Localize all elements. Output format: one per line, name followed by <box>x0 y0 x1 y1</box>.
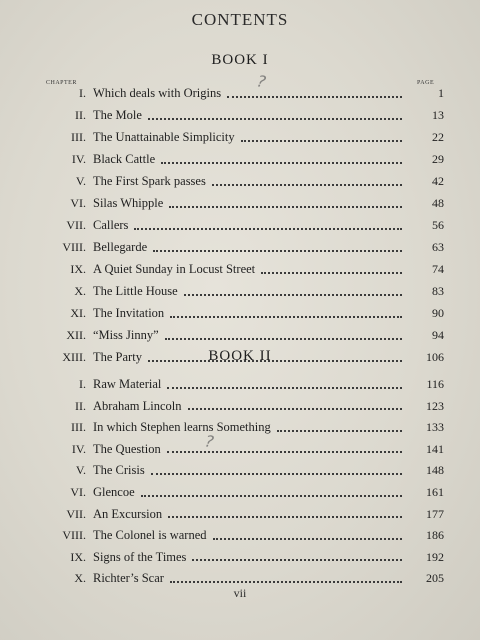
chapter-title: The Question <box>93 441 161 456</box>
toc-entry <box>0 507 480 529</box>
chapter-title: In which Stephen learns Something <box>93 420 271 435</box>
toc-entry <box>0 377 480 399</box>
chapter-number: X. <box>74 284 86 298</box>
toc-entry <box>0 262 480 284</box>
chapter-number: V. <box>75 463 86 478</box>
dot-leader <box>167 387 402 389</box>
toc-entry <box>0 442 480 464</box>
dot-leader <box>261 272 402 274</box>
chapter-title: An Excursion <box>93 506 163 521</box>
chapter-number: VI. <box>70 484 86 499</box>
chapter-number: I. <box>79 377 86 391</box>
chapter-title: Glencoe <box>93 484 135 499</box>
chapter-title: Black Cattle <box>93 152 156 166</box>
chapter-number: VII. <box>66 506 86 521</box>
page-number: 29 <box>432 152 444 166</box>
dot-leader <box>151 473 402 475</box>
chapter-number: IX. <box>70 549 86 564</box>
page-column-header: PAGE <box>417 80 435 86</box>
toc-entry <box>0 306 480 328</box>
toc-entry <box>0 284 480 306</box>
dot-leader <box>277 430 402 432</box>
chapter-title: Abraham Lincoln <box>93 398 182 413</box>
toc-entry <box>0 86 480 108</box>
page-number: 42 <box>432 174 444 188</box>
toc-entry <box>0 399 480 421</box>
dot-leader <box>167 451 402 453</box>
chapter-title: The Colonel is warned <box>93 528 207 543</box>
page-number: 177 <box>426 506 444 521</box>
toc-entry <box>0 152 480 174</box>
chapter-title: Which deals with Origins <box>93 86 222 100</box>
page-number: 116 <box>426 377 444 391</box>
dot-leader <box>170 581 402 583</box>
chapter-title: “Miss Jinny” <box>93 328 159 342</box>
chapter-number: XI. <box>70 306 86 320</box>
book-1-heading: BOOK I <box>211 52 269 68</box>
pencil-question-mark: ? <box>255 71 268 92</box>
page-number: 192 <box>426 549 444 564</box>
chapter-number: IX. <box>70 262 86 276</box>
page-number: 133 <box>426 420 444 435</box>
page-number: 1 <box>438 86 444 100</box>
page-number: 48 <box>432 196 444 210</box>
dot-leader <box>241 140 402 142</box>
toc-entry <box>0 463 480 485</box>
chapter-title: Richter’s Scar <box>93 571 164 586</box>
toc-entry <box>0 108 480 130</box>
dot-leader <box>188 408 402 410</box>
page-number: 205 <box>426 571 444 586</box>
toc-entry <box>0 550 480 572</box>
page-number: 161 <box>426 484 444 499</box>
chapter-number: VIII. <box>62 528 86 543</box>
chapter-number: IV. <box>71 152 86 166</box>
toc-entry <box>0 328 480 350</box>
chapter-number: V. <box>75 174 86 188</box>
chapter-number: I. <box>79 86 86 100</box>
chapter-number: IV. <box>71 441 86 456</box>
book-1-chapter-list <box>0 86 480 372</box>
toc-entry <box>0 528 480 550</box>
chapter-title: Silas Whipple <box>93 196 164 210</box>
page-number: 141 <box>426 441 444 456</box>
chapter-title: The Invitation <box>93 306 165 320</box>
chapter-title: The Mole <box>93 108 142 122</box>
page-number: 186 <box>426 528 444 543</box>
dot-leader <box>141 495 402 497</box>
dot-leader <box>192 559 402 561</box>
chapter-number: VIII. <box>62 240 86 254</box>
toc-entry <box>0 196 480 218</box>
page-number: 22 <box>432 130 444 144</box>
chapter-title: Signs of the Times <box>93 549 187 564</box>
chapter-title: Raw Material <box>93 377 162 391</box>
chapter-number: VII. <box>66 218 86 232</box>
chapter-title: The First Spark passes <box>93 174 206 188</box>
chapter-title: The Unattainable Simplicity <box>93 130 235 144</box>
chapter-title: The Little House <box>93 284 178 298</box>
chapter-title: The Crisis <box>93 463 145 478</box>
toc-entry <box>0 420 480 442</box>
chapter-column-header: CHAPTER <box>46 80 77 86</box>
dot-leader <box>148 118 402 120</box>
toc-entry <box>0 130 480 152</box>
chapter-title: Bellegarde <box>93 240 148 254</box>
page-number: 94 <box>432 328 444 342</box>
dot-leader <box>161 162 402 164</box>
book-2-heading: BOOK II <box>208 348 272 364</box>
toc-entry <box>0 218 480 240</box>
chapter-title: A Quiet Sunday in Locust Street <box>93 262 256 276</box>
toc-entry <box>0 485 480 507</box>
chapter-number: X. <box>74 571 86 586</box>
page-number: 13 <box>432 108 444 122</box>
dot-leader <box>212 184 402 186</box>
page-folio: vii <box>233 586 247 600</box>
chapter-number: XIII. <box>62 350 86 364</box>
chapter-number: III. <box>71 420 86 435</box>
page-number: 123 <box>426 398 444 413</box>
chapter-title: Callers <box>93 218 129 232</box>
dot-leader <box>170 316 402 318</box>
chapter-number: XII. <box>66 328 86 342</box>
dot-leader <box>168 516 402 518</box>
dot-leader <box>134 228 402 230</box>
chapter-number: III. <box>71 130 86 144</box>
page-number: 74 <box>432 262 444 276</box>
page-number: 148 <box>426 463 444 478</box>
dot-leader <box>227 96 402 98</box>
page-number: 83 <box>432 284 444 298</box>
dot-leader <box>165 338 402 340</box>
page-number: 56 <box>432 218 444 232</box>
page-number: 63 <box>432 240 444 254</box>
dot-leader <box>184 294 402 296</box>
dot-leader <box>213 538 402 540</box>
page-number: 90 <box>432 306 444 320</box>
chapter-title: The Party <box>93 350 142 364</box>
page-number: 106 <box>426 350 444 364</box>
chapter-number: II. <box>75 108 86 122</box>
toc-entry <box>0 174 480 196</box>
chapter-number: II. <box>75 398 86 413</box>
toc-entry <box>0 240 480 262</box>
dot-leader <box>169 206 402 208</box>
page-title: CONTENTS <box>191 10 289 29</box>
dot-leader <box>153 250 402 252</box>
chapter-number: VI. <box>70 196 86 210</box>
pencil-question-mark: ? <box>203 431 216 452</box>
book-2-chapter-list <box>0 377 480 593</box>
